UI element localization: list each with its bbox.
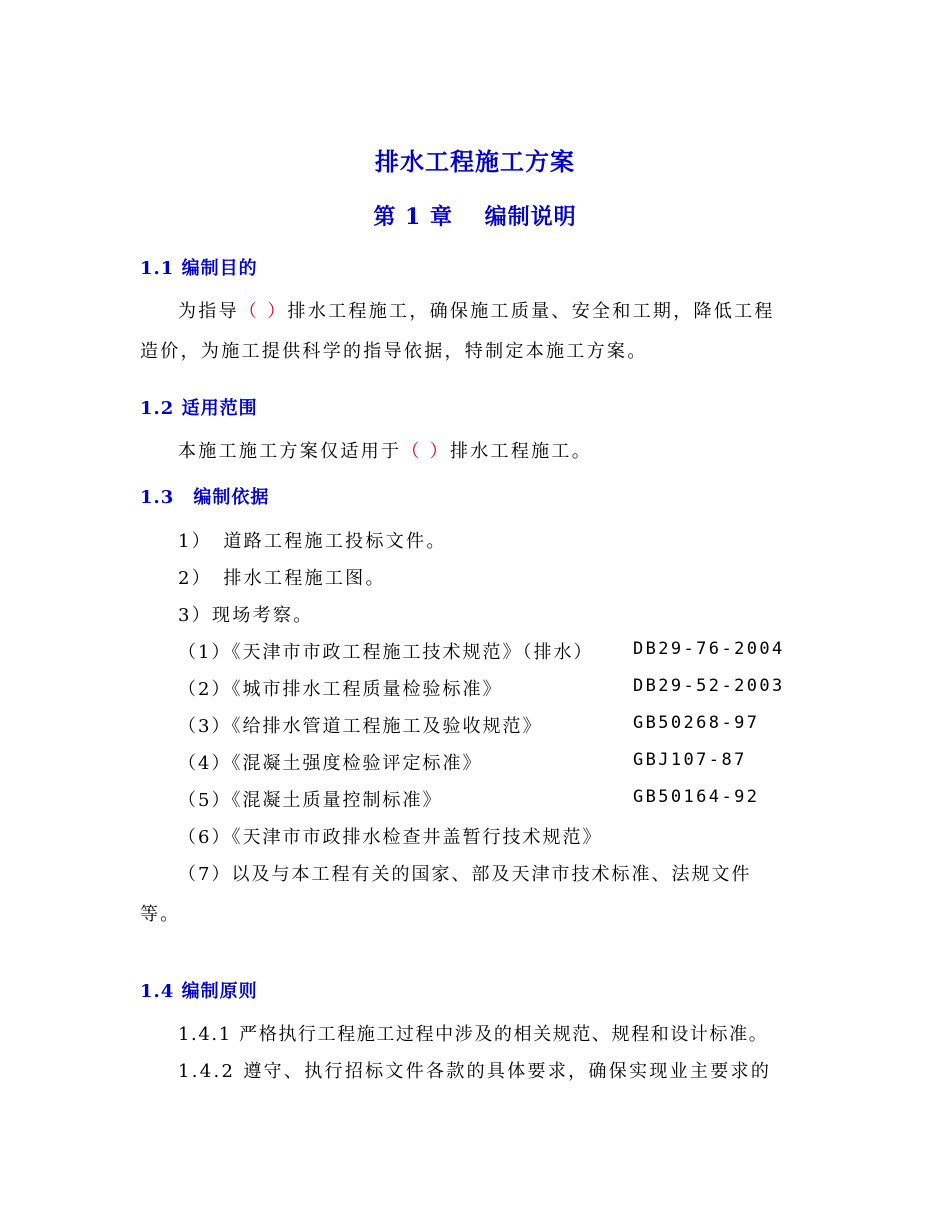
paragraph-1-4-2: 1.4.2 遵守、执行招标文件各款的具体要求，确保实现业主要求的 bbox=[178, 1061, 772, 1082]
reference-item: （6）《天津市市政排水检查井盖暂行技术规范》 bbox=[178, 827, 603, 848]
blank-placeholder: （ ） bbox=[401, 441, 450, 462]
text: 本施工施工方案仅适用于 bbox=[178, 441, 402, 462]
chapter-heading: 第 1 章 编制说明 bbox=[373, 204, 577, 230]
section-heading-1-2: 1.2 适用范围 bbox=[140, 398, 258, 419]
text: 排水工程施工。 bbox=[449, 441, 593, 462]
list-item: 2） 排水工程施工图。 bbox=[178, 568, 386, 589]
section-heading-1-1: 1.1 编制目的 bbox=[140, 258, 258, 279]
reference-item: （3）《给排水管道工程施工及验收规范》 bbox=[178, 716, 543, 737]
reference-code: DB29-52-2003 bbox=[633, 676, 785, 696]
text: 排水工程施工，确保施工质量、安全和工期，降低工程 bbox=[287, 301, 775, 322]
reference-item: （5）《混凝土质量控制标准》 bbox=[178, 790, 443, 811]
paragraph-1-1-line2: 造价，为施工提供科学的指导依据，特制定本施工方案。 bbox=[140, 341, 648, 362]
reference-code: GB50164-92 bbox=[633, 787, 760, 807]
blank-placeholder: （ ） bbox=[238, 301, 288, 322]
paragraph-1-1-line1 bbox=[178, 297, 775, 323]
reference-item-7-line1: （7）以及与本工程有关的国家、部及天津市技术标准、法规文件 bbox=[178, 864, 752, 885]
text: 为指导 bbox=[178, 301, 239, 322]
list-item: 1） 道路工程施工投标文件。 bbox=[178, 531, 447, 552]
document-title: 排水工程施工方案 bbox=[375, 147, 575, 176]
reference-item: （2）《城市排水工程质量检验标准》 bbox=[178, 679, 503, 700]
paragraph-1-2 bbox=[178, 437, 592, 463]
reference-code: DB29-76-2004 bbox=[633, 639, 785, 659]
reference-code: GB50268-97 bbox=[633, 713, 760, 733]
reference-item: （4）《混凝土强度检验评定标准》 bbox=[178, 753, 483, 774]
reference-item-7-line2: 等。 bbox=[140, 904, 181, 925]
section-heading-1-4: 1.4 编制原则 bbox=[140, 981, 258, 1002]
section-heading-1-3: 1.3 编制依据 bbox=[140, 487, 270, 508]
list-item: 3）现场考察。 bbox=[178, 605, 314, 626]
paragraph-1-4-1: 1.4.1 严格执行工程施工过程中涉及的相关规范、规程和设计标准。 bbox=[178, 1024, 769, 1045]
reference-item: （1）《天津市市政工程施工技术规范》（排水） bbox=[178, 642, 594, 663]
reference-code: GBJ107-87 bbox=[633, 750, 747, 770]
